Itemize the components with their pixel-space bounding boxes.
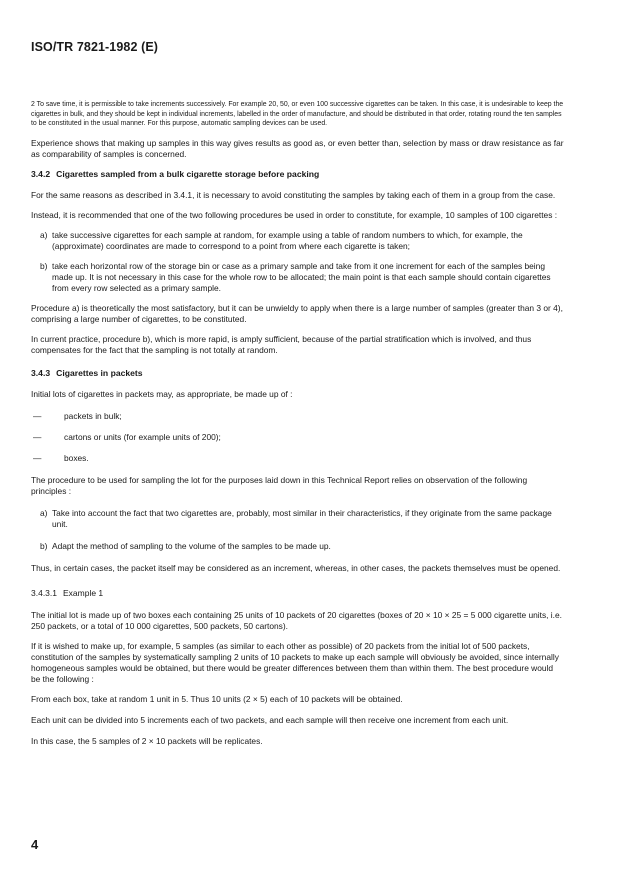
paragraph: If it is wished to make up, for example, 5 samples (as similar to each other as possible) of 20 packets from the initial lot of 500 packets, constitution of the samples by systematically sampling 2 units of 10 packets to make up each sample will obviously be avoided, since internally homogeneous samples would be obtained, but there would be greater differences between them than within them. The best procedure would be the following : xyxy=(31,640,559,684)
paragraph: The initial lot is made up of two boxes each containing 25 units of 10 packets of 20 cigarettes (boxes of 20 × 10 × 25 = 5 000 cigarette units, i.e. 250 packets, or a total of 10 000 cigarettes, 500 packets, 50 cartons). xyxy=(31,609,562,631)
paragraph: Each unit can be divided into 5 increments each of two packets, and each sample will then receive one increment from each unit. xyxy=(31,714,509,725)
paragraph: Procedure a) is theoretically the most satisfactory, but it can be unwieldy to apply when there is a large number of samples (greater than 3 or 4), comprising a large number of cigarettes, to be constituted. xyxy=(31,302,563,324)
page-content xyxy=(31,100,564,756)
item-text: boxes. xyxy=(64,452,89,463)
dash-bullet: — xyxy=(33,452,42,463)
paragraph: Initial lots of cigarettes in packets may, as appropriate, be made up of : xyxy=(31,388,293,399)
dash-bullet: — xyxy=(33,431,42,442)
section-number: 3.4.2 xyxy=(31,168,51,179)
section-title: Example 1 xyxy=(63,587,104,598)
document-header: ISO/TR 7821-1982 (E) xyxy=(31,40,159,54)
paragraph: Instead, it is recommended that one of the two following procedures be used in order to constitute, for example, 10 samples of 100 cigarettes : xyxy=(31,209,558,220)
list-item-b xyxy=(40,261,564,294)
item-text: cartons or units (for example units of 200); xyxy=(64,431,221,442)
item-label: a) xyxy=(40,229,48,240)
item-text: Adapt the method of sampling to the volume of the samples to be made up. xyxy=(52,540,331,551)
page-number: 4 xyxy=(31,837,39,852)
section-3-4-3-1-heading xyxy=(31,588,564,598)
list-item-a xyxy=(40,508,564,530)
item-text: take each horizontal row of the storage bin or case as a primary sample and take from it one increment for each of the samples being made up. It is not necessary in this case for the whole row to be allocated; the main point is that each sample should contain cigarettes from every row selected as a primary sample. xyxy=(52,260,551,293)
section-title: Cigarettes sampled from a bulk cigarette storage before packing xyxy=(56,168,320,179)
paragraph: For the same reasons as described in 3.4.1, it is necessary to avoid constituting the samples by taking each of them in a group from the case. xyxy=(31,189,556,200)
list-item xyxy=(31,432,564,443)
paragraph: In current practice, procedure b), which is more rapid, is amply sufficient, because of the partial stratification which is involved, and thus compensates for the fact that the sampling is not totally at random. xyxy=(31,333,532,355)
paragraph: The procedure to be used for sampling the lot for the purposes laid down in this Technical Report relies on observation of the following principles : xyxy=(31,474,528,496)
list-item xyxy=(31,411,564,422)
item-text: take successive cigarettes for each sample at random, for example using a table of random numbers to which, for example, the (approximate) coordinates are made to correspond to a point from where each cigarette is taken; xyxy=(52,229,523,251)
item-label: a) xyxy=(40,507,48,518)
section-3-4-2-heading xyxy=(31,169,564,179)
item-label: b) xyxy=(40,540,48,551)
item-text: Take into account the fact that two cigarettes are, probably, most similar in their characteristics, if they originate from the same package unit. xyxy=(52,507,552,529)
section-title: Cigarettes in packets xyxy=(56,367,143,378)
section-number: 3.4.3.1 xyxy=(31,587,57,598)
section-number: 3.4.3 xyxy=(31,367,51,378)
note-2: 2 To save time, it is permissible to take increments successively. For example 20, 50, or even 100 successive cigarettes can be taken. In this case, it is undesirable to keep the cigarettes in bulk, and they should be kept in individual increments, labelled in the order of manufacture, and should be distributed in that order, rotating round the ten samples to be constituted in the usual manner. For this purpose, automatic sampling devices can be used. xyxy=(31,101,564,128)
paragraph-experience: Experience shows that making up samples in this way gives results as good as, or even better than, selection by mass or draw resistance as far as comparability of samples is concerned. xyxy=(31,137,564,159)
item-text: packets in bulk; xyxy=(64,410,122,421)
list-item-b xyxy=(40,541,564,552)
paragraph: In this case, the 5 samples of 2 × 10 packets will be replicates. xyxy=(31,735,263,746)
section-3-4-3-heading xyxy=(31,368,564,378)
list-item xyxy=(31,453,564,464)
paragraph: From each box, take at random 1 unit in 5. Thus 10 units (2 × 5) each of 10 packets will be obtained. xyxy=(31,693,403,704)
paragraph: Thus, in certain cases, the packet itself may be considered as an increment, whereas, in other cases, the packets themselves must be opened. xyxy=(31,562,561,573)
item-label: b) xyxy=(40,260,48,271)
list-item-a xyxy=(40,230,564,252)
dash-bullet: — xyxy=(33,410,42,421)
